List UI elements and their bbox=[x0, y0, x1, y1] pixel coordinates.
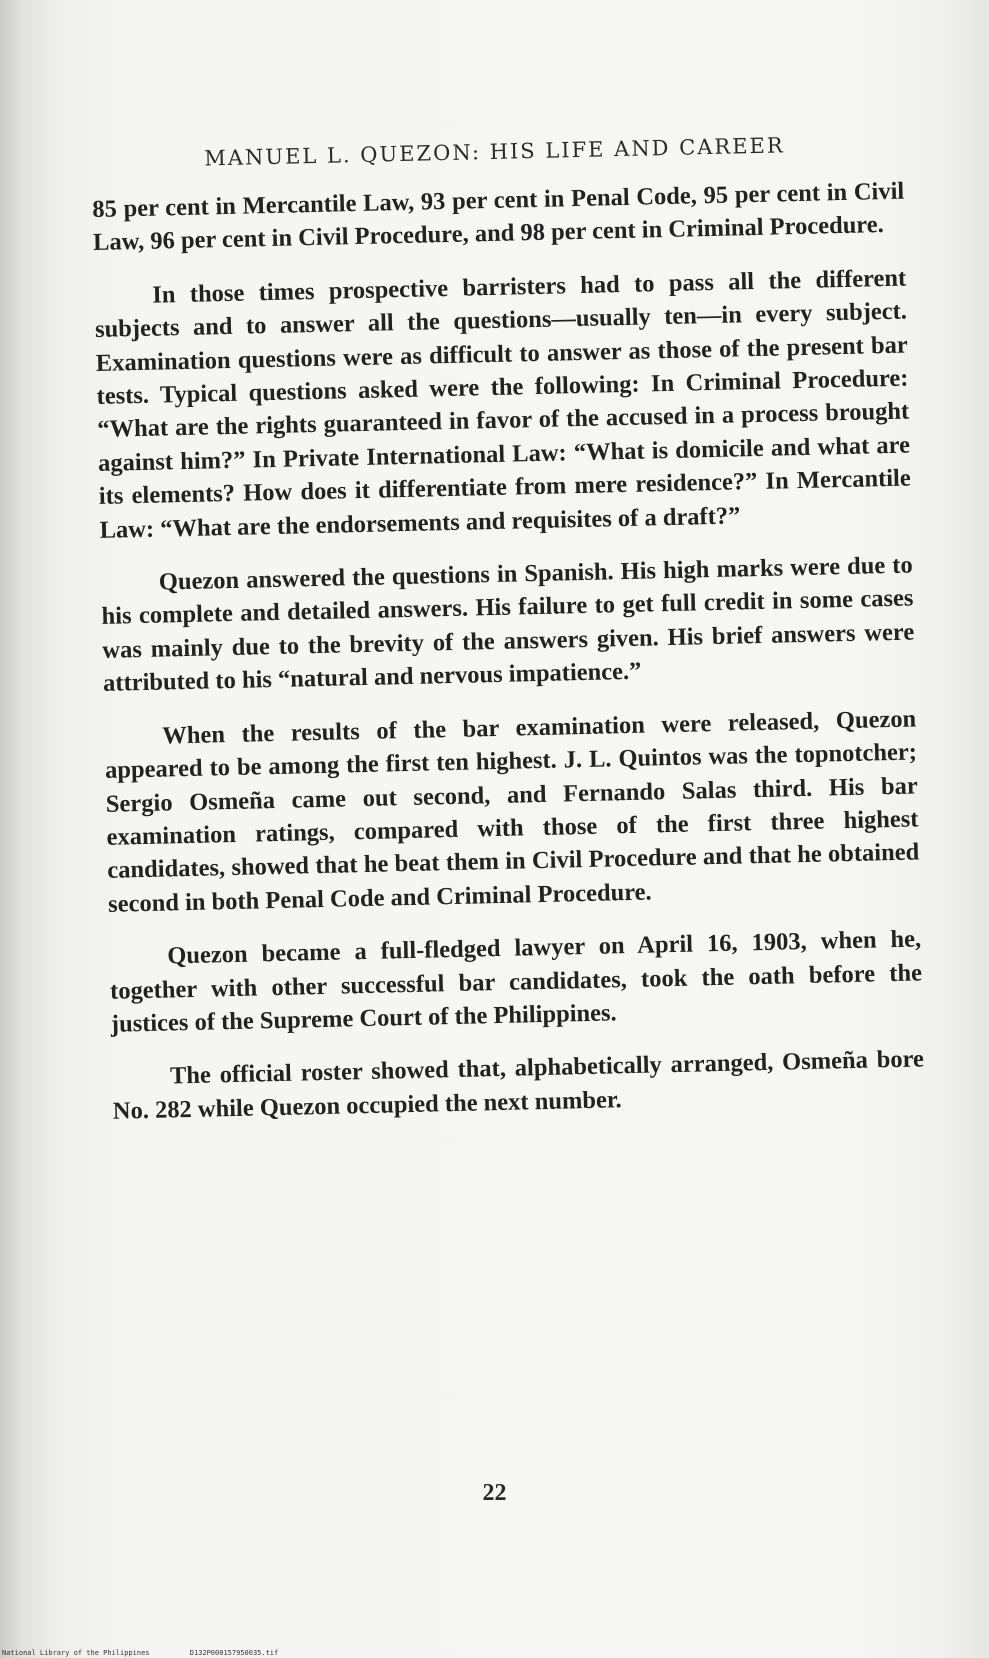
footer-library: National Library of the Philippines bbox=[2, 1649, 150, 1657]
paragraph-spanish-answers: Quezon answered the questions in Spanish. His high marks were due to his complete and detailed answers. His failure to get full credit in some cases was mainly due to the brevity of the answers given. His brief answers were attributed to his “natural and nervous impatience.” bbox=[101, 551, 915, 698]
paragraph-lawyer-oath: Quezon became a full-fledged lawyer on April 16, 1903, when he, together with other successful bar candidates, took the oath before the justices of the Supreme Court of the Philippines. bbox=[109, 925, 923, 1038]
paragraph-official-roster: The official roster showed that, alphabetically arranged, Osmeña bore No. 282 while Quezon occupied the next number. bbox=[112, 1045, 925, 1125]
body-text bbox=[92, 175, 925, 1148]
paragraph-bar-questions: In those times prospective barristers had to pass all the different subjects and to answer all the questions—usually ten—in every subject. Examination questions were as difficult to answer as those of the present bar tests. Typical questions asked were the following: In Criminal Procedure: “What are the rights guaranteed in favor of the accused in a process brought against him?” In Private International Law: “What is domicile and what are its elements? How does it differentiate from mere residence?” In Mercantile Law: “What are the endorsements and requisites of a draft?” bbox=[94, 264, 911, 544]
paragraph-bar-results: When the results of the bar examination were released, Quezon appeared to be among the first ten highest. J. L. Quintos was the topnotcher; Sergio Osmeña came out second, and Fernando Salas third. His bar examination ratings, compared with those of the first three highest candidates, showed that he beat them in Civil Procedure and that he obtained second in both Penal Code and Criminal Procedure. bbox=[104, 705, 920, 918]
paragraph-continuation: 85 per cent in Mercantile Law, 93 per cent in Penal Code, 95 per cent in Civil Law, 96 per cent in Civil Procedure, and 98 per cent in Criminal Procedure. bbox=[92, 177, 905, 257]
scan-footer bbox=[2, 1649, 314, 1657]
running-head: MANUEL L. QUEZON: HIS LIFE AND CAREER bbox=[204, 133, 785, 171]
page-number: 22 bbox=[482, 1480, 507, 1506]
footer-file-id: D132P000157950035.tif bbox=[189, 1649, 279, 1657]
